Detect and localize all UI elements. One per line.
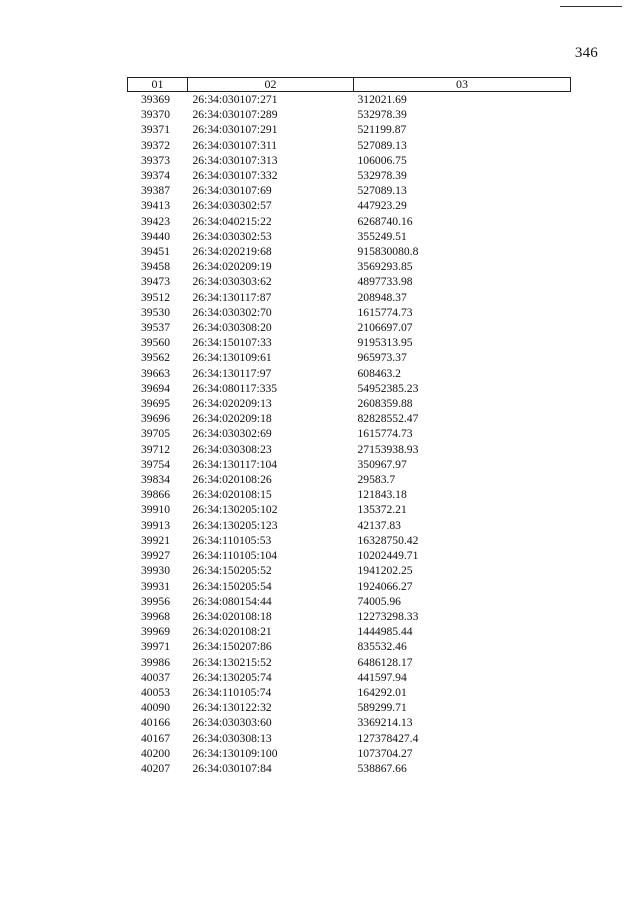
cadastral-value: 3569293.85 bbox=[357, 260, 413, 274]
cadastral-number: 26:34:020108:15 bbox=[192, 488, 272, 502]
cadastral-value: 1073704.27 bbox=[357, 746, 413, 760]
table-row bbox=[128, 533, 571, 548]
cadastral-number: 26:34:030107:84 bbox=[192, 761, 272, 775]
cadastral-value: 1924066.27 bbox=[357, 579, 413, 593]
row-id: 40166 bbox=[141, 716, 170, 730]
row-id: 39560 bbox=[141, 336, 170, 350]
row-id: 39371 bbox=[141, 123, 170, 137]
table-row bbox=[128, 229, 571, 244]
table-row bbox=[128, 685, 571, 700]
cadastral-value: 127378427.4 bbox=[357, 731, 419, 745]
table-row bbox=[128, 244, 571, 259]
table-row bbox=[128, 761, 571, 776]
cadastral-value: 527089.13 bbox=[357, 138, 407, 152]
table-row bbox=[128, 715, 571, 730]
cadastral-number: 26:34:020108:21 bbox=[192, 625, 272, 639]
row-id: 40207 bbox=[141, 761, 170, 775]
cadastral-value: 1615774.73 bbox=[357, 305, 413, 319]
table-row bbox=[128, 746, 571, 761]
cadastral-value: 447923.29 bbox=[357, 199, 407, 213]
column-header-02: 02 bbox=[188, 78, 354, 92]
row-id: 39562 bbox=[141, 351, 170, 365]
table-row bbox=[128, 335, 571, 350]
table-row bbox=[128, 168, 571, 183]
table-row bbox=[128, 350, 571, 365]
row-id: 40053 bbox=[141, 685, 170, 699]
cadastral-value: 27153938.93 bbox=[357, 442, 419, 456]
cadastral-value: 2608359.88 bbox=[357, 397, 413, 411]
column-header-03: 03 bbox=[354, 78, 571, 92]
cadastral-value: 589299.71 bbox=[357, 701, 407, 715]
table-row bbox=[128, 396, 571, 411]
cadastral-number: 26:34:030107:271 bbox=[192, 93, 278, 106]
row-id: 39372 bbox=[141, 138, 170, 152]
row-id: 39458 bbox=[141, 260, 170, 274]
cadastral-value: 82828552.47 bbox=[357, 412, 419, 426]
row-id: 39530 bbox=[141, 305, 170, 319]
table-row bbox=[128, 472, 571, 487]
cadastral-number: 26:34:030107:313 bbox=[192, 153, 278, 167]
header-row bbox=[128, 78, 571, 92]
table-row bbox=[128, 563, 571, 578]
table-row bbox=[128, 700, 571, 715]
table-row bbox=[128, 655, 571, 670]
cadastral-number: 26:34:130109:100 bbox=[192, 746, 278, 760]
table-row bbox=[128, 579, 571, 594]
cadastral-value: 10202449.71 bbox=[357, 549, 419, 563]
cadastral-number: 26:34:020209:18 bbox=[192, 412, 272, 426]
cadastral-value: 350967.97 bbox=[357, 457, 407, 471]
table-row bbox=[128, 138, 571, 153]
row-id: 39512 bbox=[141, 290, 170, 304]
cadastral-value: 532978.39 bbox=[357, 169, 407, 183]
table-row bbox=[128, 290, 571, 305]
table-row bbox=[128, 274, 571, 289]
row-id: 39374 bbox=[141, 169, 170, 183]
cadastral-value: 29583.7 bbox=[357, 473, 396, 487]
cadastral-number: 26:34:020219:68 bbox=[192, 245, 272, 259]
row-id: 40200 bbox=[141, 746, 170, 760]
cadastral-number: 26:34:030107:311 bbox=[192, 138, 278, 152]
table-row bbox=[128, 639, 571, 654]
row-id: 39694 bbox=[141, 381, 170, 395]
table-row bbox=[128, 457, 571, 472]
row-id: 39971 bbox=[141, 640, 170, 654]
row-id: 39451 bbox=[141, 245, 170, 259]
cadastral-number: 26:34:030308:23 bbox=[192, 442, 272, 456]
table-header bbox=[128, 78, 571, 92]
cadastral-value: 12273298.33 bbox=[357, 609, 419, 623]
table-row bbox=[128, 624, 571, 639]
cadastral-value: 527089.13 bbox=[357, 184, 407, 198]
row-id: 39696 bbox=[141, 412, 170, 426]
row-id: 39705 bbox=[141, 427, 170, 441]
cadastral-value: 2106697.07 bbox=[357, 321, 413, 335]
cadastral-value: 208948.37 bbox=[357, 290, 407, 304]
cadastral-number: 26:34:020209:13 bbox=[192, 397, 272, 411]
cadastral-value: 915830080.8 bbox=[357, 245, 419, 259]
table-body bbox=[128, 92, 571, 777]
row-id: 39969 bbox=[141, 625, 170, 639]
row-id: 39440 bbox=[141, 229, 170, 243]
row-id: 39370 bbox=[141, 108, 170, 122]
cadastral-number: 26:34:030302:53 bbox=[192, 229, 272, 243]
cadastral-value: 6486128.17 bbox=[357, 655, 413, 669]
cadastral-value: 135372.21 bbox=[357, 503, 407, 517]
cadastral-number: 26:34:130205:123 bbox=[192, 518, 278, 532]
row-id: 39537 bbox=[141, 321, 170, 335]
cadastral-value: 532978.39 bbox=[357, 108, 407, 122]
cadastral-value: 164292.01 bbox=[357, 685, 407, 699]
table-row bbox=[128, 381, 571, 396]
cadastral-number: 26:34:150205:54 bbox=[192, 579, 272, 593]
cadastral-number: 26:34:030302:57 bbox=[192, 199, 272, 213]
cadastral-number: 26:34:030302:70 bbox=[192, 305, 272, 319]
row-id: 39913 bbox=[141, 518, 170, 532]
row-id: 39369 bbox=[141, 93, 170, 106]
cadastral-number: 26:34:030308:20 bbox=[192, 321, 272, 335]
table-row bbox=[128, 305, 571, 320]
cadastral-number: 26:34:030107:332 bbox=[192, 169, 278, 183]
cadastral-number: 26:34:110105:53 bbox=[192, 533, 272, 547]
row-id: 39387 bbox=[141, 184, 170, 198]
cadastral-value: 521199.87 bbox=[357, 123, 407, 137]
data-table bbox=[127, 77, 571, 776]
cadastral-value: 121843.18 bbox=[357, 488, 407, 502]
row-id: 40037 bbox=[141, 670, 170, 684]
row-id: 39695 bbox=[141, 397, 170, 411]
table-row bbox=[128, 442, 571, 457]
cadastral-number: 26:34:030308:13 bbox=[192, 731, 272, 745]
cadastral-number: 26:34:150205:52 bbox=[192, 564, 272, 578]
cadastral-number: 26:34:020108:18 bbox=[192, 609, 272, 623]
cadastral-value: 42137.83 bbox=[357, 518, 401, 532]
cadastral-number: 26:34:080154:44 bbox=[192, 594, 272, 608]
cadastral-number: 26:34:130205:102 bbox=[192, 503, 278, 517]
cadastral-value: 538867.66 bbox=[357, 761, 407, 775]
table-row bbox=[128, 518, 571, 533]
table-row bbox=[128, 153, 571, 168]
table-row bbox=[128, 594, 571, 609]
table-row bbox=[128, 92, 571, 108]
cadastral-number: 26:34:110105:104 bbox=[192, 549, 278, 563]
cadastral-number: 26:34:080117:335 bbox=[192, 381, 278, 395]
cadastral-value: 441597.94 bbox=[357, 670, 407, 684]
table-row bbox=[128, 426, 571, 441]
cadastral-value: 74005.96 bbox=[357, 594, 401, 608]
cadastral-value: 54952385.23 bbox=[357, 381, 419, 395]
cadastral-number: 26:34:130117:87 bbox=[192, 290, 272, 304]
cadastral-number: 26:34:150207:86 bbox=[192, 640, 272, 654]
table-row bbox=[128, 548, 571, 563]
row-id: 39927 bbox=[141, 549, 170, 563]
cadastral-value: 1941202.25 bbox=[357, 564, 413, 578]
table-row bbox=[128, 670, 571, 685]
row-id: 39373 bbox=[141, 153, 170, 167]
row-id: 39473 bbox=[141, 275, 170, 289]
row-id: 40090 bbox=[141, 701, 170, 715]
cadastral-number: 26:34:030302:69 bbox=[192, 427, 272, 441]
cadastral-number: 26:34:020108:26 bbox=[192, 473, 272, 487]
cadastral-number: 26:34:030303:60 bbox=[192, 716, 272, 730]
cadastral-number: 26:34:110105:74 bbox=[192, 685, 272, 699]
row-id: 39413 bbox=[141, 199, 170, 213]
cadastral-number: 26:34:030303:62 bbox=[192, 275, 272, 289]
cadastral-number: 26:34:130117:104 bbox=[192, 457, 278, 471]
table-row bbox=[128, 609, 571, 624]
cadastral-value: 312021.69 bbox=[357, 93, 407, 106]
table-row bbox=[128, 320, 571, 335]
cadastral-value: 355249.51 bbox=[357, 229, 407, 243]
cadastral-number: 26:34:150107:33 bbox=[192, 336, 272, 350]
cadastral-value: 965973.37 bbox=[357, 351, 407, 365]
row-id: 39754 bbox=[141, 457, 170, 471]
row-id: 39930 bbox=[141, 564, 170, 578]
table-row bbox=[128, 731, 571, 746]
row-id: 39921 bbox=[141, 533, 170, 547]
cadastral-value: 9195313.95 bbox=[357, 336, 413, 350]
table-row bbox=[128, 411, 571, 426]
table-row bbox=[128, 122, 571, 137]
cadastral-number: 26:34:040215:22 bbox=[192, 214, 272, 228]
cadastral-value: 6268740.16 bbox=[357, 214, 413, 228]
cadastral-number: 26:34:130122:32 bbox=[192, 701, 272, 715]
cadastral-value: 106006.75 bbox=[357, 153, 407, 167]
row-id: 39663 bbox=[141, 366, 170, 380]
top-edge-rule bbox=[560, 6, 622, 7]
cadastral-number: 26:34:130117:97 bbox=[192, 366, 272, 380]
cadastral-value: 4897733.98 bbox=[357, 275, 413, 289]
row-id: 39910 bbox=[141, 503, 170, 517]
cadastral-value: 1615774.73 bbox=[357, 427, 413, 441]
row-id: 39866 bbox=[141, 488, 170, 502]
cadastral-number: 26:34:030107:289 bbox=[192, 108, 278, 122]
cadastral-value: 1444985.44 bbox=[357, 625, 413, 639]
table-row bbox=[128, 366, 571, 381]
row-id: 39986 bbox=[141, 655, 170, 669]
page-number: 346 bbox=[574, 45, 598, 61]
row-id: 39423 bbox=[141, 214, 170, 228]
row-id: 40167 bbox=[141, 731, 170, 745]
cadastral-value: 16328750.42 bbox=[357, 533, 419, 547]
cadastral-number: 26:34:130109:61 bbox=[192, 351, 272, 365]
table-row bbox=[128, 487, 571, 502]
row-id: 39712 bbox=[141, 442, 170, 456]
table-row bbox=[128, 259, 571, 274]
table-row bbox=[128, 183, 571, 198]
cadastral-number: 26:34:130215:52 bbox=[192, 655, 272, 669]
cadastral-number: 26:34:030107:69 bbox=[192, 184, 272, 198]
cadastral-number: 26:34:030107:291 bbox=[192, 123, 278, 137]
table-row bbox=[128, 107, 571, 122]
row-id: 39956 bbox=[141, 594, 170, 608]
row-id: 39931 bbox=[141, 579, 170, 593]
cadastral-value: 3369214.13 bbox=[357, 716, 413, 730]
row-id: 39834 bbox=[141, 473, 170, 487]
cadastral-value: 835532.46 bbox=[357, 640, 407, 654]
table-row bbox=[128, 214, 571, 229]
cadastral-number: 26:34:130205:74 bbox=[192, 670, 272, 684]
row-id: 39968 bbox=[141, 609, 170, 623]
cadastral-value: 608463.2 bbox=[357, 366, 401, 380]
table-row bbox=[128, 502, 571, 517]
cadastral-number: 26:34:020209:19 bbox=[192, 260, 272, 274]
column-header-01: 01 bbox=[128, 78, 188, 92]
table-row bbox=[128, 198, 571, 213]
